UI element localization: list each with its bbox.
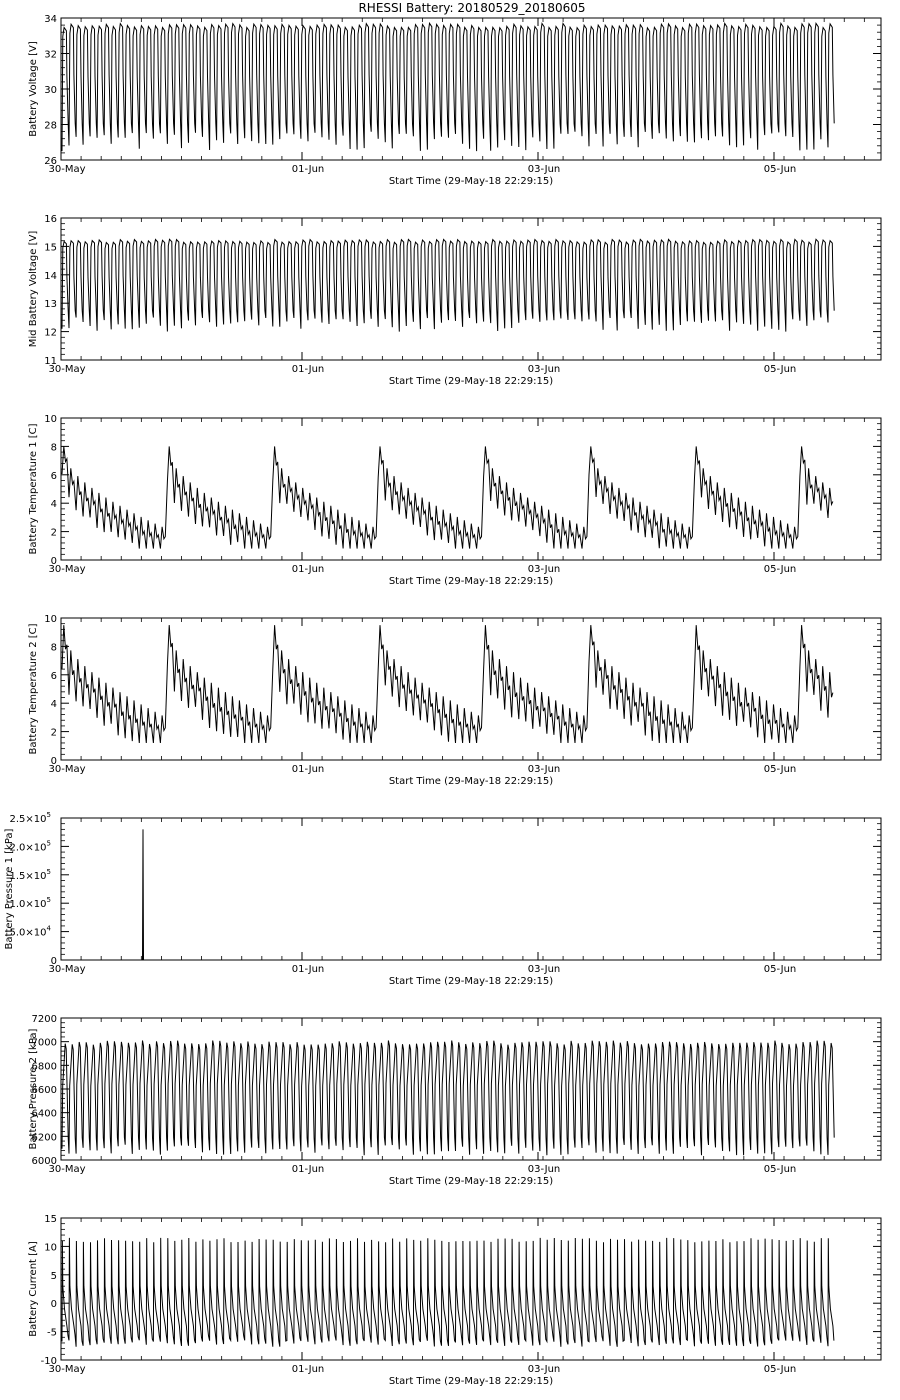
x-tick-label: 05-Jun: [763, 564, 797, 575]
x-tick-label: 03-Jun: [527, 964, 561, 975]
x-tick-label: 03-Jun: [527, 764, 561, 775]
panel-5: [4, 811, 881, 987]
series-line: [62, 446, 833, 548]
series-line: [62, 23, 834, 151]
y-axis-label: Battery Temperature 1 [C]: [28, 423, 39, 555]
series-line: [62, 1041, 834, 1156]
plot-frame: [61, 818, 881, 960]
y-tick-label: 6: [50, 470, 57, 482]
y-tick-label: 34: [44, 14, 57, 25]
y-tick-label: 8: [50, 642, 57, 654]
x-axis-label: Start Time (29-May-18 22:29:15): [388, 1376, 554, 1387]
x-tick-label: 03-Jun: [527, 164, 561, 175]
x-tick-label: 01-Jun: [291, 764, 325, 775]
y-tick-label: $2.5\times 10^5$: [9, 811, 51, 825]
x-tick-label: 05-Jun: [763, 364, 797, 375]
y-tick-label: 2: [50, 727, 57, 739]
y-tick-label: 15: [44, 242, 57, 254]
x-tick-label: 01-Jun: [291, 1164, 325, 1175]
y-tick-label: 2: [50, 527, 57, 539]
y-axis-label: Battery Temperature 2 [C]: [28, 623, 39, 755]
panel-3: [28, 414, 881, 587]
series-line: [62, 1238, 834, 1347]
x-tick-label: 05-Jun: [763, 1364, 797, 1375]
x-tick-label: 01-Jun: [291, 964, 325, 975]
series-line: [62, 625, 833, 743]
x-axis-label: Start Time (29-May-18 22:29:15): [388, 1176, 554, 1187]
x-tick-label: 05-Jun: [763, 964, 797, 975]
y-tick-label: 0: [50, 956, 57, 967]
y-tick-label: 6400: [31, 1108, 57, 1120]
y-tick-label: 7000: [31, 1037, 57, 1049]
x-tick-label: 01-Jun: [291, 564, 325, 575]
x-tick-label: 30-May: [48, 964, 86, 975]
y-tick-label: 7200: [31, 1014, 57, 1025]
y-tick-label: 5: [50, 1270, 57, 1282]
x-axis-label: Start Time (29-May-18 22:29:15): [388, 976, 554, 987]
y-tick-label: 32: [44, 49, 57, 61]
y-tick-label: 10: [44, 414, 57, 425]
panel-1: [28, 14, 881, 187]
x-tick-label: 03-Jun: [527, 564, 561, 575]
y-tick-label: 0: [50, 1299, 57, 1311]
y-tick-label: -5: [47, 1327, 57, 1339]
y-tick-label: 6200: [31, 1132, 57, 1144]
y-tick-label: 15: [44, 1214, 57, 1225]
y-tick-label: 6800: [31, 1061, 57, 1073]
x-tick-label: 01-Jun: [291, 164, 325, 175]
y-axis-label: Battery Pressure 1 [kPa]: [4, 828, 15, 950]
y-axis-label: Battery Voltage [V]: [28, 41, 39, 137]
x-tick-label: 30-May: [48, 164, 86, 175]
x-axis-label: Start Time (29-May-18 22:29:15): [388, 376, 554, 387]
x-tick-label: 05-Jun: [763, 1164, 797, 1175]
y-tick-label: 28: [44, 120, 57, 132]
x-tick-label: 01-Jun: [291, 1364, 325, 1375]
y-tick-label: 4: [50, 699, 57, 711]
plot-frame: [61, 618, 881, 760]
y-tick-label: 6600: [31, 1085, 57, 1096]
y-tick-label: 12: [44, 327, 57, 339]
panel-4: [28, 614, 881, 787]
y-axis-label: Battery Pressure 2 [kPa]: [28, 1028, 39, 1150]
x-axis-label: Start Time (29-May-18 22:29:15): [388, 776, 554, 787]
x-tick-label: 01-Jun: [291, 364, 325, 375]
x-tick-label: 05-Jun: [763, 764, 797, 775]
series-line: [62, 829, 835, 960]
y-tick-label: 6000: [31, 1156, 57, 1167]
x-tick-label: 30-May: [48, 364, 86, 375]
y-tick-label: 16: [44, 214, 57, 225]
figure-title: RHESSI Battery: 20180529_20180605: [358, 1, 586, 15]
y-tick-label: $1.5\times 10^5$: [9, 867, 51, 882]
x-tick-label: 30-May: [48, 1164, 86, 1175]
x-tick-label: 30-May: [48, 1364, 86, 1375]
x-tick-label: 03-Jun: [527, 1164, 561, 1175]
y-tick-label: 6: [50, 670, 57, 682]
y-tick-label: 0: [50, 756, 57, 767]
x-tick-label: 30-May: [48, 564, 86, 575]
y-tick-label: 30: [44, 85, 57, 96]
x-axis-label: Start Time (29-May-18 22:29:15): [388, 176, 554, 187]
y-tick-label: 8: [50, 442, 57, 454]
y-tick-label: -10: [40, 1356, 57, 1367]
x-tick-label: 03-Jun: [527, 1364, 561, 1375]
y-tick-label: 11: [44, 356, 57, 367]
panel-7: [28, 1214, 881, 1387]
panel-6: [28, 1014, 881, 1187]
y-tick-label: $5.0\times 10^4$: [9, 924, 51, 939]
y-tick-label: $1.0\times 10^5$: [9, 896, 51, 911]
x-tick-label: 30-May: [48, 764, 86, 775]
y-tick-label: 0: [50, 556, 57, 567]
y-tick-label: 10: [44, 1242, 57, 1254]
x-tick-label: 05-Jun: [763, 164, 797, 175]
series-line: [62, 239, 834, 331]
y-tick-label: 13: [44, 299, 57, 311]
y-tick-label: 10: [44, 614, 57, 625]
x-axis-label: Start Time (29-May-18 22:29:15): [388, 576, 554, 587]
y-axis-label: Mid Battery Voltage [V]: [28, 230, 39, 348]
y-tick-label: 4: [50, 499, 57, 511]
panel-2: [28, 214, 881, 387]
y-tick-label: $2.0\times 10^5$: [9, 839, 51, 854]
y-axis-label: Battery Current [A]: [28, 1241, 39, 1337]
x-tick-label: 03-Jun: [527, 364, 561, 375]
y-tick-label: 26: [44, 156, 57, 167]
y-tick-label: 14: [44, 270, 57, 282]
